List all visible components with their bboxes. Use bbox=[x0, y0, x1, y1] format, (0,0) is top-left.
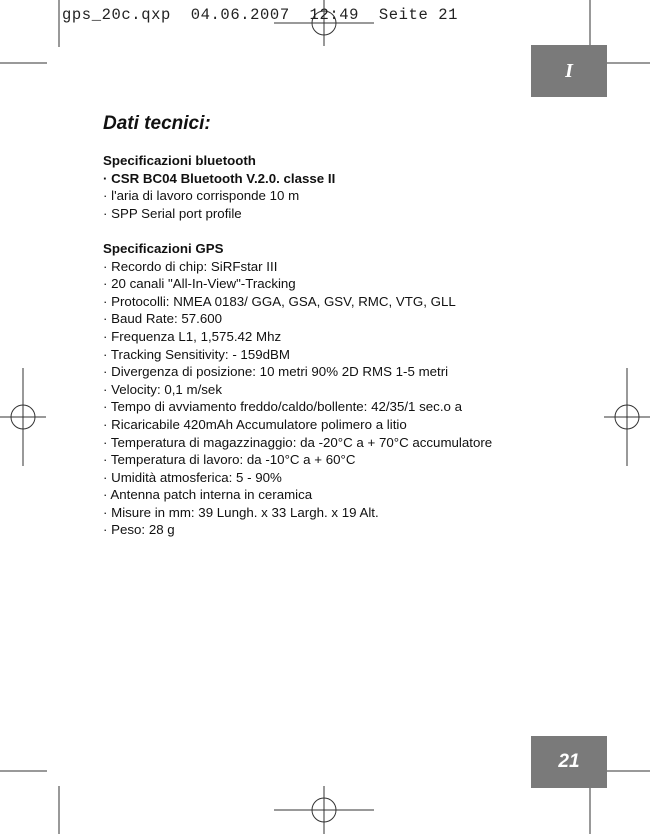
list-item: · l'aria di lavoro corrisponde 10 m bbox=[103, 188, 300, 204]
list-item: · Ricaricabile 420mAh Accumulatore polimero a litio bbox=[103, 416, 407, 432]
list-item: · Recordo di chip: SiRFstar III bbox=[103, 258, 278, 274]
list-item: · Umidità atmosferica: 5 - 90% bbox=[103, 469, 282, 485]
gps-spec-list bbox=[103, 258, 533, 540]
spec-content bbox=[103, 152, 533, 539]
bluetooth-heading: Specificazioni bluetooth bbox=[103, 153, 256, 168]
language-tab: I bbox=[531, 45, 607, 97]
list-item: · Tracking Sensitivity: - 159dBM bbox=[103, 346, 290, 362]
list-item: · Misure in mm: 39 Lungh. x 33 Largh. x 19 Alt. bbox=[103, 504, 379, 520]
list-item: · Divergenza di posizione: 10 metri 90% 2D RMS 1-5 metri bbox=[103, 364, 449, 380]
list-item: · Peso: 28 g bbox=[103, 522, 175, 538]
print-header-slug: gps_20c.qxp 04.06.2007 12:49 Seite 21 bbox=[62, 6, 459, 24]
list-item: · Antenna patch interna in ceramica bbox=[103, 487, 313, 503]
list-item: · Temperatura di lavoro: da -10°C a + 60°C bbox=[103, 452, 356, 468]
list-item: · Protocolli: NMEA 0183/ GGA, GSA, GSV, RMC, VTG, GLL bbox=[103, 293, 456, 309]
list-item: · SPP Serial port profile bbox=[103, 205, 242, 221]
list-item: · Temperatura di magazzinaggio: da -20°C a + 70°C accumulatore bbox=[103, 434, 493, 450]
page-number: 21 bbox=[531, 736, 607, 788]
list-item: · 20 canali "All-In-View"-Tracking bbox=[103, 276, 296, 292]
list-item: · Baud Rate: 57.600 bbox=[103, 311, 223, 327]
list-item: · Tempo di avviamento freddo/caldo/bollente: 42/35/1 sec.o a bbox=[103, 399, 462, 415]
list-item: · Frequenza L1, 1,575.42 Mhz bbox=[103, 328, 282, 344]
list-item: · CSR BC04 Bluetooth V.2.0. classe II bbox=[103, 170, 336, 186]
gps-heading: Specificazioni GPS bbox=[103, 240, 224, 256]
bluetooth-spec-list bbox=[103, 170, 533, 223]
page-title: Dati tecnici: bbox=[103, 113, 211, 134]
list-item: · Velocity: 0,1 m/sek bbox=[103, 381, 222, 397]
